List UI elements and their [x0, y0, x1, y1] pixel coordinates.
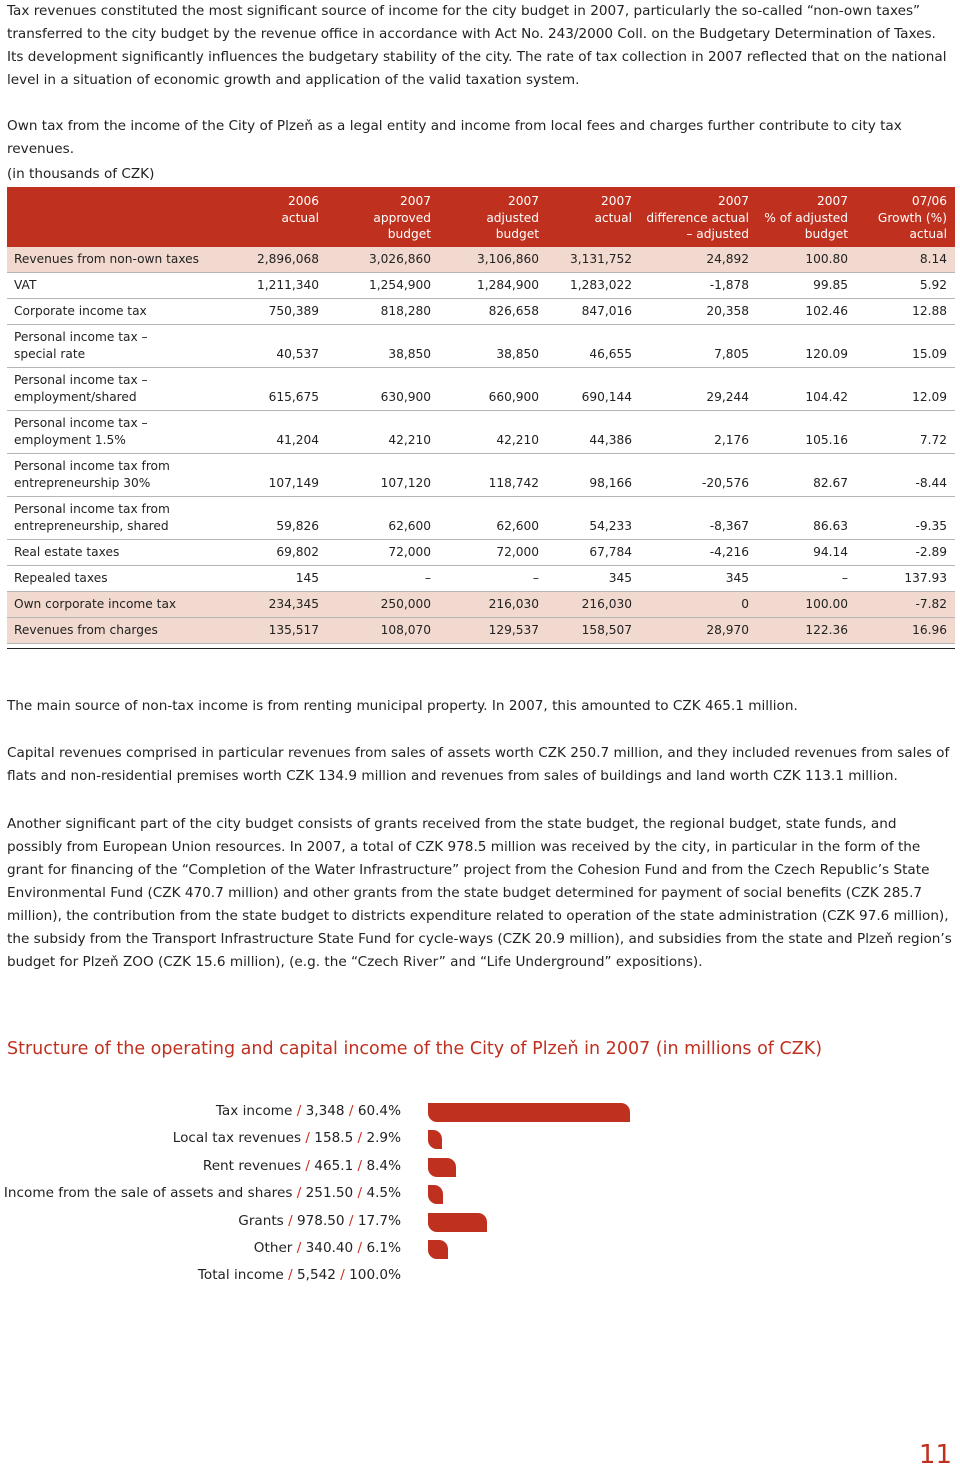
column-header: 2006 actual — [281, 194, 319, 225]
row-label: Revenues from non-own taxes — [14, 252, 200, 266]
column-header: 2007 % of adjusted budget — [764, 194, 848, 241]
table-cell: – — [424, 571, 431, 585]
table-row — [7, 540, 955, 566]
table-cell: 1,254,900 — [368, 278, 431, 292]
page-number: 11 — [918, 1440, 952, 1470]
non-tax-income-paragraph: The main source of non-tax income is from renting municipal property. In 2007, this amounted to CZK 465.1 million. — [7, 698, 798, 714]
table-cell: 12.09 — [912, 390, 947, 404]
table-cell: 3,106,860 — [476, 252, 539, 266]
row-label: Personal income tax from entrepreneurship 30% — [14, 459, 170, 490]
table-cell: 5.92 — [919, 278, 947, 292]
table-cell: 826,658 — [488, 304, 539, 318]
column-header: 2007 actual — [594, 194, 632, 225]
row-label: Corporate income tax — [14, 304, 147, 318]
category-label — [0, 1238, 401, 1258]
table-cell: 122.36 — [805, 623, 848, 637]
table-cell: 158,507 — [581, 623, 632, 637]
table-row — [7, 273, 955, 299]
table-cell: 42,210 — [388, 433, 431, 447]
table-cell: 104.42 — [805, 390, 848, 404]
separator: / — [301, 1157, 315, 1174]
column-header: 2007 approved budget — [373, 194, 431, 241]
table-cell: 82.67 — [813, 476, 848, 490]
table-bottom-rule — [7, 648, 955, 649]
table-cell: 1,283,022 — [569, 278, 632, 292]
category-label — [0, 1211, 401, 1231]
row-label: Personal income tax from entrepreneurship, shared — [14, 502, 170, 533]
table-cell: -8.44 — [915, 476, 947, 490]
table-cell: 105.16 — [805, 433, 848, 447]
table-cell: 72,000 — [388, 545, 431, 559]
income-bar — [428, 1103, 630, 1122]
table-cell: 129,537 — [488, 623, 539, 637]
table-cell: 107,149 — [268, 476, 319, 490]
table-cell: 100.80 — [805, 252, 848, 266]
table-cell: 1,211,340 — [256, 278, 319, 292]
row-label: Personal income tax – employment/shared — [14, 373, 148, 404]
table-cell: 145 — [295, 571, 319, 585]
table-cell: 8.14 — [919, 252, 947, 266]
table-cell: 98,166 — [589, 476, 632, 490]
table-cell: 16.96 — [912, 623, 947, 637]
table-cell: 1,284,900 — [476, 278, 539, 292]
percent-label: 4.5% — [366, 1185, 401, 1202]
table-cell: 86.63 — [813, 519, 848, 533]
separator: / — [353, 1157, 367, 1174]
table-row — [7, 618, 955, 644]
table-cell: 2,896,068 — [256, 252, 319, 266]
separator: / — [301, 1130, 315, 1147]
table-row — [7, 247, 955, 273]
separator: / — [292, 1185, 306, 1202]
table-cell: 41,204 — [276, 433, 319, 447]
income-structure-chart — [0, 1097, 960, 1287]
percent-label: 17.7% — [357, 1212, 401, 1229]
column-header: 2007 adjusted budget — [486, 194, 539, 241]
category-name: Rent revenues — [202, 1157, 302, 1174]
table-cell: 630,900 — [380, 390, 431, 404]
table-cell: 69,802 — [276, 545, 319, 559]
category-name: Local tax revenues — [172, 1130, 302, 1147]
table-cell: 72,000 — [496, 545, 539, 559]
separator: / — [353, 1240, 367, 1256]
table-cell: 62,600 — [388, 519, 431, 533]
table-cell: 100.00 — [805, 597, 848, 611]
separator: / — [344, 1212, 358, 1229]
table-cell: 345 — [725, 571, 749, 585]
category-name: Income from the sale of assets and shares — [3, 1185, 293, 1202]
value-label: 340.40 — [305, 1240, 354, 1256]
separator: / — [292, 1240, 306, 1256]
table-cell: 44,386 — [589, 433, 632, 447]
percent-label: 2.9% — [366, 1130, 401, 1147]
category-name: Tax income — [215, 1103, 293, 1119]
table-cell: 118,742 — [488, 476, 539, 490]
table-cell: -2.89 — [915, 545, 947, 559]
table-cell: 38,850 — [496, 347, 539, 361]
percent-label: 100.0% — [349, 1267, 401, 1284]
table-cell: 234,345 — [268, 597, 319, 611]
table-cell: 615,675 — [268, 390, 319, 404]
table-cell: 847,016 — [581, 304, 632, 318]
table-cell: 660,900 — [488, 390, 539, 404]
table-cell: 102.46 — [805, 304, 848, 318]
table-row — [7, 454, 955, 497]
table-cell: 108,070 — [380, 623, 431, 637]
table-cell: -9.35 — [915, 519, 947, 533]
table-cell: 345 — [608, 571, 632, 585]
table-cell: 40,537 — [276, 347, 319, 361]
value-label: 158.5 — [314, 1130, 354, 1147]
row-label: Revenues from charges — [14, 623, 158, 637]
value-label: 978.50 — [297, 1212, 345, 1229]
table-row — [7, 299, 955, 325]
table-cell: 62,600 — [496, 519, 539, 533]
row-label: Own corporate income tax — [14, 597, 177, 611]
category-name: Other — [253, 1240, 293, 1256]
table-cell: 3,131,752 — [569, 252, 632, 266]
table-row — [7, 566, 955, 592]
value-label: 3,348 — [305, 1103, 345, 1119]
table-cell: 46,655 — [589, 347, 632, 361]
income-bar — [428, 1240, 448, 1259]
table-cell: 29,244 — [706, 390, 749, 404]
table-cell: 42,210 — [496, 433, 539, 447]
table-cell: 38,850 — [388, 347, 431, 361]
table-unit-note: (in thousands of CZK) — [7, 166, 155, 182]
percent-label: 8.4% — [366, 1157, 401, 1174]
column-header: 2007 difference actual – adjusted — [646, 194, 749, 241]
separator: / — [344, 1103, 358, 1119]
table-cell: 120.09 — [805, 347, 848, 361]
separator: / — [292, 1103, 306, 1119]
table-cell: 7,805 — [714, 347, 749, 361]
grants-paragraph: Another significant part of the city budget consists of grants received from the state budget, the regional budget, state funds, and possibly from European Union resources. In 2007, a total of CZK 978.5 million was received by the city, in particular in the form of the grant for financing of the “Completion of the Water Infrastructure” project from the Cohesion Fund and from the Czech Republic’s State Environmental Fund (CZK 470.7 million) and other grants from the state budget determined for payment of social benefits (CZK 285.7 million), the contribution from the state budget to districts expenditure related to operation of the state administration (CZK 97.6 million), the subsidy from the Transport Infrastructure State Fund for cycle-ways (CZK 20.9 million), and subsidies from the state and Plzeň region’s budget for Plzeň ZOO (CZK 15.6 million), (e.g. the “Czech River” and “Life Underground” expositions). — [7, 816, 952, 970]
separator: / — [353, 1130, 367, 1147]
table-cell: – — [532, 571, 539, 585]
percent-label: 6.1% — [366, 1240, 401, 1256]
table-cell: -4,216 — [709, 545, 749, 559]
category-label — [0, 1128, 401, 1148]
table-cell: 135,517 — [268, 623, 319, 637]
column-header: 07/06 Growth (%) actual — [877, 194, 947, 241]
table-cell: 750,389 — [268, 304, 319, 318]
table-cell: 0 — [741, 597, 749, 611]
row-label: VAT — [14, 278, 37, 292]
table-cell: 137.93 — [904, 571, 947, 585]
capital-revenues-paragraph: Capital revenues comprised in particular revenues from sales of assets worth CZK 250.7 million, and they included revenues from sales of flats and non-residential premises worth CZK 134.9 million and revenues from sales of buildings and land worth CZK 113.1 million. — [7, 745, 950, 784]
table-row — [7, 325, 955, 368]
intro-paragraph-1: Tax revenues constituted the most significant source of income for the city budget in 2007, particularly the so-called “non-own taxes” transferred to the city budget by the revenue office in accordance with Act No. 243/2000 Coll. on the Budgetary Determination of Taxes. Its development significantly influences the budgetary stability of the city. The rate of tax collection in 2007 reflected that on the national level in a situation of economic growth and application of the valid taxation system. — [7, 3, 947, 88]
table-cell: 99.85 — [813, 278, 848, 292]
category-name: Total income — [197, 1267, 284, 1284]
table-cell: – — [841, 571, 848, 585]
table-row — [7, 368, 955, 411]
category-label — [0, 1156, 401, 1176]
table-cell: 2,176 — [714, 433, 749, 447]
row-label: Real estate taxes — [14, 545, 120, 559]
category-label — [0, 1183, 401, 1203]
separator: / — [353, 1185, 367, 1202]
separator: / — [283, 1267, 297, 1284]
table-cell: 690,144 — [581, 390, 632, 404]
category-label — [0, 1101, 401, 1121]
separator: / — [283, 1212, 297, 1229]
category-name: Grants — [238, 1212, 284, 1229]
table-cell: 54,233 — [589, 519, 632, 533]
table-cell: 7.72 — [919, 433, 947, 447]
table-cell: -20,576 — [701, 476, 749, 490]
table-cell: 216,030 — [581, 597, 632, 611]
separator: / — [335, 1267, 350, 1284]
table-row — [7, 592, 955, 618]
table-row — [7, 497, 955, 540]
category-label — [0, 1265, 401, 1285]
chart-title: Structure of the operating and capital income of the City of Plzeň in 2007 (in millions of CZK) — [7, 1039, 823, 1059]
value-label: 251.50 — [305, 1185, 354, 1202]
value-label: 465.1 — [314, 1157, 354, 1174]
table-cell: 67,784 — [589, 545, 632, 559]
intro-paragraph-2: Own tax from the income of the City of Plzeň as a legal entity and income from local fees and charges further contribute to city tax revenues. — [7, 118, 902, 157]
income-bar — [428, 1130, 442, 1149]
table-cell: 15.09 — [912, 347, 947, 361]
income-bar — [428, 1185, 443, 1204]
table-cell: 59,826 — [276, 519, 319, 533]
percent-label: 60.4% — [357, 1103, 401, 1119]
table-cell: -8,367 — [709, 519, 749, 533]
row-label: Personal income tax – special rate — [14, 330, 148, 361]
table-cell: 28,970 — [706, 623, 749, 637]
table-row — [7, 411, 955, 454]
row-label: Repealed taxes — [14, 571, 108, 585]
revenue-table-header — [7, 187, 955, 247]
row-label: Personal income tax – employment 1.5% — [14, 416, 148, 447]
table-cell: 20,358 — [706, 304, 749, 318]
table-cell: 94.14 — [813, 545, 848, 559]
income-bar — [428, 1213, 487, 1232]
revenue-table — [7, 247, 955, 644]
table-cell: -1,878 — [709, 278, 749, 292]
table-cell: 3,026,860 — [368, 252, 431, 266]
table-cell: 12.88 — [912, 304, 947, 318]
income-bar — [428, 1158, 456, 1177]
table-cell: 24,892 — [706, 252, 749, 266]
table-cell: -7.82 — [915, 597, 947, 611]
table-cell: 216,030 — [488, 597, 539, 611]
value-label: 5,542 — [297, 1267, 336, 1284]
table-cell: 818,280 — [380, 304, 431, 318]
table-cell: 107,120 — [380, 476, 431, 490]
table-cell: 250,000 — [380, 597, 431, 611]
